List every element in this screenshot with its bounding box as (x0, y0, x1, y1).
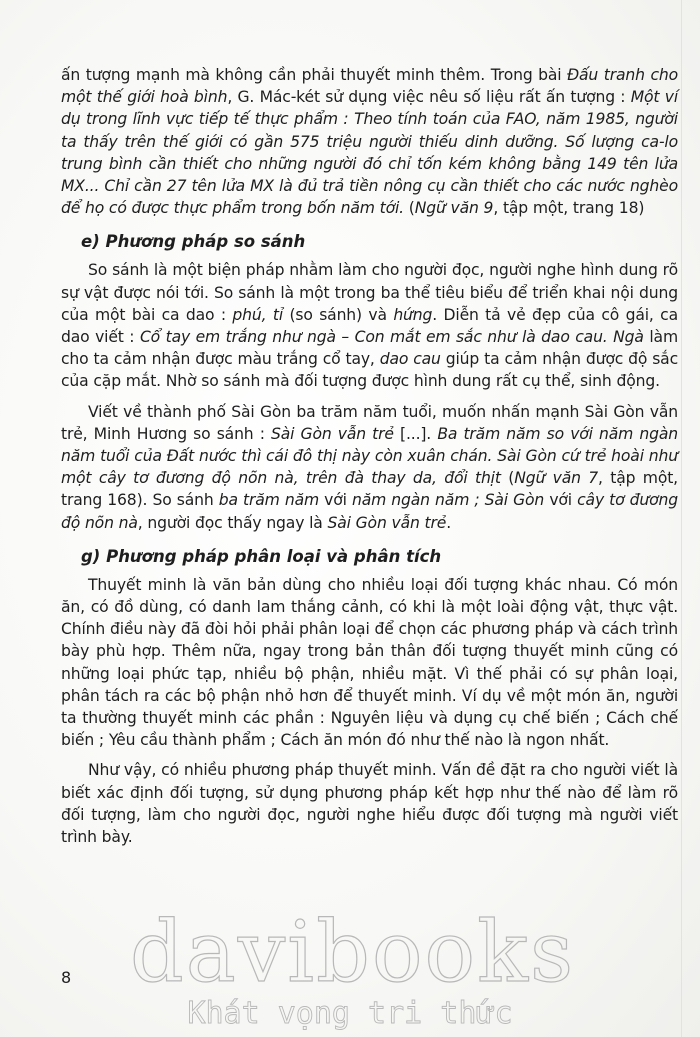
text-run: Viết về thành phố Sài Gòn ba trăm năm tuổi, muốn nhấn mạnh Sài Gòn vẫn trẻ, Minh Hương so sánh : (61, 402, 678, 443)
watermark-brand: davibooks (130, 903, 576, 1001)
text-run: , người đọc thấy ngay là (137, 513, 328, 532)
text-run: . Diễn tả vẻ đẹp của cô gái, ca dao viết : (61, 305, 678, 347)
italic-citation: Ngữ văn 7 (514, 469, 599, 488)
section-heading-g: g) Phương pháp phân loại và phân tích (81, 546, 442, 566)
text-run: , G. Mác-két sử dụng việc nêu số liệu rất ấn tượng : (227, 88, 631, 107)
text-run: giúp ta cảm nhận được độ sắc của cặp mắt. Nhờ so sánh mà đối tượng được hình dung rất cụ thể, sinh động. (61, 350, 678, 391)
italic-quote: Sài Gòn vẫn trẻ (271, 424, 394, 443)
paragraph-comparison (61, 259, 678, 392)
italic-term: hứng (393, 305, 433, 324)
italic-term: cây tơ đương độ nõn nà (61, 491, 679, 532)
italic-term: ba trăm năm (218, 491, 320, 510)
watermark-tagline: Khát vọng tri thức (187, 996, 513, 1031)
italic-quote: Ba trăm năm so với năm ngàn năm tuổi của Đất nước thì cái đô thị này còn xuân chán. Sài Gòn cứ trẻ hoài như một cây tơ đương độ nõn nà, trên đà thay da, đổi thịt (61, 424, 679, 488)
italic-term: năm ngàn năm ; Sài Gòn (351, 491, 545, 510)
text-run: ( (403, 199, 415, 218)
text-run: ấn tượng mạnh mà không cần phải thuyết minh thêm. Trong bài (61, 66, 568, 84)
italic-term: Sài Gòn vẫn trẻ (327, 513, 447, 532)
text-run: , tập một, trang 168). So sánh (61, 469, 678, 510)
text-run: . (446, 513, 451, 532)
italic-quote: Một ví dụ trong lĩnh vực tiếp tế thực phẩm : Theo tính toán của FAO, năm 1985, người ta thấy trên thế giới có gần 575 triệu người thiếu dinh dưỡng. Số lượng ca-lo trung bình cần thiết cho những người đó chỉ tốn kém không bằng 149 tên lửa MX... Chỉ cần 27 tên lửa MX là đủ trả tiền nông cụ cần thiết cho các nước nghèo để họ có được thực phẩm trong bốn năm tới. (61, 88, 678, 218)
page-edge (681, 0, 682, 1037)
text-run: với (319, 491, 352, 510)
page-body (61, 64, 678, 848)
italic-term: dao cau (379, 350, 441, 369)
italic-citation: Ngữ văn 9 (414, 199, 494, 218)
paragraph-continued (61, 64, 678, 219)
text-run: , tập một, trang 18) (493, 199, 645, 218)
paragraph-saigon (61, 401, 678, 534)
text-run: So sánh là một biện pháp nhằm làm cho người đọc, người nghe hình dung rõ sự vật được nói tới. So sánh là một trong ba thể tiêu biểu để triển khai nội dung của một bài ca dao : (61, 261, 678, 324)
page-number: 8 (61, 968, 72, 987)
text-run: với (544, 491, 578, 510)
italic-title: Đấu tranh cho một thế giới hoà bình (61, 66, 678, 107)
paragraph-conclusion: Như vậy, có nhiều phương pháp thuyết minh. Vấn đề đặt ra cho người viết là biết xác định đối tượng, sử dụng phương pháp kết hợp như thế nào để làm rõ đối tượng, làm cho người đọc, người nghe hiểu được đối tượng mà người viết trình bày. (61, 761, 678, 847)
italic-quote: Cổ tay em trắng như ngà – Con mắt em sắc như là dao cau. Ngà (139, 328, 644, 347)
text-run: ( (500, 469, 515, 488)
paragraph-gap (61, 751, 678, 759)
paragraph-gap (61, 393, 678, 401)
text-run: (so sánh) và (283, 305, 394, 324)
paragraph-classification: Thuyết minh là văn bản dùng cho nhiều loại đối tượng khác nhau. Có món ăn, có đồ dùng, có danh lam thắng cảnh, có khi là một loài động vật, thực vật. Chính điều này đã đòi hỏi phải phân loại để chọn các phương pháp và cách trình bày phù hợp. Thêm nữa, ngay trong bản thân đối tượng thuyết minh cũng có những loại phức tạp, nhiều bộ phận, nhiều mặt. Vì thế phải có sự phân loại, phân tách ra các bộ phận nhỏ hơn để thuyết minh. Ví dụ về một món ăn, người ta thường thuyết minh các phần : Nguyên liệu và dụng cụ chế biến ; Cách chế biến ; Yêu cầu thành phẩm ; Cách ăn món đó như thế nào là ngon nhất. (61, 575, 678, 750)
italic-term: phú, tỉ (232, 305, 284, 324)
section-heading-e: e) Phương pháp so sánh (81, 232, 306, 252)
text-run: [...]. (393, 424, 438, 443)
text-run: làm cho ta cảm nhận được màu trắng cổ tay, (61, 328, 678, 369)
